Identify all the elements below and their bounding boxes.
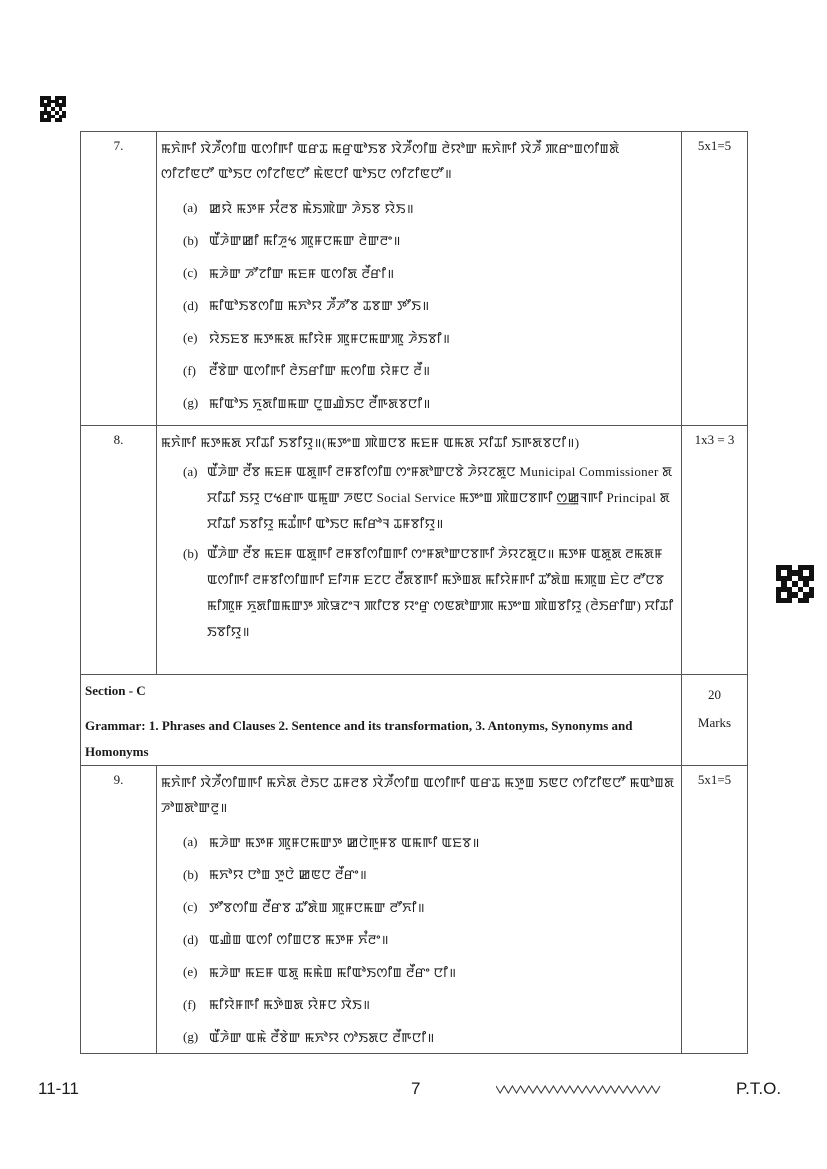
question-9-option: [161, 989, 675, 1022]
question-7-option-text: ꯑꯩꯍꯥꯛꯀꯤ ꯃꯤꯍꯨꯠ ꯄꯨꯝꯅꯃꯛ ꯂꯥꯛꯂꯦ॥: [209, 233, 401, 249]
section-c-title: Section - C: [85, 683, 146, 698]
question-8-item-text: ꯑꯩꯍꯥꯛ ꯂꯩꯕ ꯃꯐꯝ ꯑꯗꯨꯒꯤ ꯂꯝꯕꯤꯁꯤꯡꯒꯤ ꯁꯦꯝꯗꯣꯛꯅꯕꯒꯤ ꯍꯥꯌꯖꯗꯨꯅ॥ ꯃꯇꯝ ꯑꯗꯨꯗ ꯂꯃꯗꯝ ꯑꯁꯤꯒꯤ ꯂꯝꯕꯤꯁꯤꯡꯒꯤ ꯐꯤꯚꯝ ꯐꯖꯅ ꯂꯩꯗꯕꯒꯤ ꯃꯇꯥꯡꯗ ꯃꯤꯌꯥꯝꯒꯤ ꯊꯧꯗꯥꯡ ꯃꯄꯨꯡ ꯐꯥꯅ ꯂꯧꯅꯕ ꯃꯤꯄꯨꯝ ꯈꯨꯗꯤꯡꯃꯛꯇ ꯄꯥꯎꯖꯦꯜ ꯄꯤꯅꯕ ꯌꯦꯔꯨ ꯁꯟꯗꯣꯛꯄ ꯃꯇꯦꯡ ꯄꯥꯡꯕꯤꯌꯨ (ꯂꯥꯏꯔꯤꯛ) ꯆꯤꯊꯤ ꯏꯕꯤꯌꯨ॥: [207, 546, 674, 639]
page-number: 7: [411, 1079, 421, 1098]
question-9-text: ꯃꯈꯥꯒꯤ ꯋꯥꯍꯩꯁꯤꯡꯒꯤ ꯃꯈꯥꯗ ꯂꯥꯏꯅ ꯊꯝꯂꯕ ꯋꯥꯍꯩꯁꯤꯡ ꯑꯁꯤꯒꯤ ꯑꯔꯊ ꯃꯇꯨꯡ ꯏꯟꯅ ꯁꯤꯖꯤꯟꯅꯧ ꯃꯑꯣꯡꯗ ꯍꯣꯡꯗꯣꯛꯂꯨ॥: [161, 775, 675, 815]
section-c-marks: [682, 675, 747, 765]
question-8-number: 8.: [81, 426, 157, 674]
question-9-option: [161, 859, 675, 892]
question-7-text: ꯃꯈꯥꯒꯤ ꯋꯥꯍꯩꯁꯤꯡ ꯑꯁꯤꯒꯤ ꯑꯔꯊ ꯃꯔꯨꯑꯣꯏꯕ ꯋꯥꯍꯩꯁꯤꯡ ꯂꯥꯌꯣꯛ ꯃꯈꯥꯒꯤ ꯋꯥꯍꯩ ꯄꯔꯦꯡꯁꯤꯡꯗꯥ ꯁꯤꯖꯤꯟꯅꯧ ꯑꯣꯏꯅ ꯁꯤꯖꯤꯟꯅꯧ ꯃꯥꯟꯅꯤ ꯑꯣꯏꯅ ꯁꯤꯖꯤꯟꯅꯧ॥: [161, 141, 620, 181]
question-table-top: [80, 131, 748, 1054]
question-8-item-text: ꯑꯩꯍꯥꯛ ꯂꯩꯕ ꯃꯐꯝ ꯑꯗꯨꯒꯤ ꯂꯝꯕꯤꯁꯤꯡ ꯁꯦꯝꯗꯣꯛꯅꯕꯥ ꯍꯥꯌꯖꯗꯨꯅ Municipal Commissioner ꯗ ꯆꯤꯊꯤ ꯏꯌꯨ ꯅꯠꯔꯒ ꯑꯃꯨꯛ ꯍꯟꯅ Social Service ꯃꯇꯦꯡ ꯄꯥꯡꯅꯕꯒꯤ ꯁ꯭ꯀꯨꯜꯒꯤ Principal ꯗ ꯆꯤꯊꯤ ꯏꯕꯤꯌꯨ ꯃꯊꯪꯒꯤ ꯑꯣꯏꯅ ꯃꯤꯔꯣꯜ ꯊꯝꯕꯤꯌꯨ॥: [207, 464, 673, 531]
question-9-option-label: (d): [183, 931, 199, 947]
pto-label: P.T.O.: [736, 1079, 782, 1098]
question-9-option-text: ꯃꯍꯥꯛ ꯃꯇꯝ ꯄꯨꯝꯅꯃꯛꯇ ꯀꯅꯥꯒꯨꯝꯕ ꯑꯃꯒꯤ ꯑꯐꯕ॥: [209, 834, 480, 850]
question-8-item-label: (b): [183, 546, 199, 561]
question-9-option: [161, 956, 675, 989]
question-7-option-label: (b): [183, 232, 199, 248]
question-8-item: [161, 459, 675, 537]
question-9-option: [161, 826, 675, 859]
question-9-option-text: ꯇꯧꯕꯁꯤꯡ ꯂꯩꯔꯕ ꯊꯧꯗꯥꯡ ꯄꯨꯝꯅꯃꯛ ꯂꯧꯈꯤ॥: [209, 899, 426, 915]
question-7-option-text: ꯃꯍꯥꯛ ꯍꯧꯖꯤꯛ ꯃꯐꯝ ꯑꯁꯤꯗ ꯂꯩꯔꯤ॥: [209, 265, 395, 281]
question-9-number: 9.: [81, 766, 157, 1053]
question-7-options: [161, 192, 675, 420]
question-7-option-text: ꯂꯩꯕꯥꯛ ꯑꯁꯤꯒꯤ ꯂꯥꯏꯔꯤꯛ ꯃꯁꯤꯡ ꯌꯥꯝꯅ ꯂꯩ॥: [209, 363, 431, 379]
question-7-option: [161, 225, 675, 258]
question-9-option: [161, 924, 675, 957]
question-7-body: [157, 132, 682, 425]
question-7-row: [81, 132, 747, 425]
question-9-option-label: (f): [183, 996, 196, 1012]
question-7-option-label: (c): [183, 265, 198, 281]
question-9-options: [161, 826, 675, 1054]
section-c-marks-value: 20: [708, 687, 721, 702]
question-9-option-label: (b): [183, 866, 199, 882]
section-c-grammar: Grammar: 1. Phrases and Clauses 2. Sentence and its transformation, 3. Antonyms, Synonyms and Homonyms: [85, 718, 633, 759]
question-8-text: ꯃꯈꯥꯒꯤ ꯃꯇꯃꯗ ꯆꯤꯊꯤ ꯏꯕꯤꯌꯨ॥(ꯃꯇꯦꯡ ꯄꯥꯡꯅꯕ ꯃꯐꯝ ꯑꯃꯗ ꯆꯤꯊꯤ ꯏꯒꯗꯕꯅꯤ॥): [161, 435, 580, 450]
question-7-option-text: ꯀꯌꯥ ꯃꯇꯝ ꯆꯪꯂꯕ ꯃꯥꯏꯄꯥꯛ ꯍꯥꯏꯕ ꯌꯥꯏ॥: [209, 200, 415, 216]
question-9-option-text: ꯃꯈꯣꯌ ꯅꯣꯡ ꯇꯨꯅꯥ ꯀꯟꯅ ꯂꯩꯔꯦ॥: [209, 867, 368, 883]
question-8-items: [161, 459, 675, 645]
question-7-option-label: (g): [183, 395, 199, 411]
footer-code: 11-11: [38, 1079, 79, 1098]
question-7-option-label: (a): [183, 200, 198, 216]
qr-code-side: [776, 565, 814, 603]
question-8-item-label: (a): [183, 464, 198, 479]
question-7-option: [161, 322, 675, 355]
question-9-option-text: ꯑꯉꯥꯡ ꯑꯁꯤ ꯁꯤꯡꯅꯕ ꯃꯇꯝ ꯈꯪꯂꯦ॥: [209, 932, 390, 948]
question-7-option-text: ꯌꯥꯏꯐꯕ ꯃꯇꯃꯗ ꯃꯤꯌꯥꯝ ꯄꯨꯝꯅꯃꯛꯄꯨ ꯍꯥꯏꯕꯤ॥: [209, 330, 451, 346]
question-7-option: [161, 290, 675, 323]
question-8-marks: 1x3 = 3: [694, 432, 735, 447]
question-9-option-label: (e): [183, 964, 198, 980]
question-7-marks: 5x1=5: [697, 138, 732, 153]
question-8-item: [161, 541, 675, 645]
section-c-row: [81, 674, 747, 765]
question-7-option-label: (f): [183, 362, 196, 378]
question-9-option-label: (c): [183, 899, 198, 915]
question-7-option: [161, 387, 675, 420]
question-9-option: [161, 1021, 675, 1054]
question-9-option-text: ꯑꯩꯍꯥꯛ ꯑꯃꯥ ꯂꯩꯕꯥꯛ ꯃꯈꯣꯌ ꯁꯣꯏꯗꯅ ꯂꯩꯒꯅꯤ॥: [209, 1029, 435, 1045]
question-8-body: [157, 426, 682, 674]
question-9-marks: 5x1=5: [697, 772, 732, 787]
question-9-option-label: (a): [183, 834, 198, 850]
question-7-option-label: (d): [183, 297, 199, 313]
question-9-option-text: ꯃꯍꯥꯛ ꯃꯐꯝ ꯑꯗꯨ ꯃꯃꯥꯡ ꯃꯤꯑꯣꯏꯁꯤꯡ ꯂꯩꯔꯦ ꯅꯤ॥: [209, 964, 457, 980]
question-7-option-text: ꯃꯤꯑꯣꯏꯕꯁꯤꯡ ꯃꯈꯣꯌ ꯍꯩꯍꯧꯕ ꯊꯕꯛ ꯇꯧꯏ॥: [209, 298, 430, 314]
question-9-option-text: ꯃꯤꯌꯥꯝꯒꯤ ꯃꯇꯥꯡꯗ ꯌꯥꯝꯅ ꯋꯥꯏ॥: [209, 997, 371, 1013]
qr-code-top: [40, 96, 66, 122]
question-9-option-label: (g): [183, 1029, 199, 1045]
question-7-option: [161, 192, 675, 225]
page-footer: [0, 1079, 827, 1103]
question-7-option: [161, 355, 675, 388]
question-9-body: [157, 766, 682, 1053]
wave-line: [496, 1083, 662, 1095]
section-c-heading: [81, 675, 682, 765]
question-9-row: [81, 765, 747, 1053]
question-7-option: [161, 257, 675, 290]
section-c-marks-label: Marks: [697, 715, 732, 730]
question-7-option-text: ꯃꯤꯑꯣꯏ ꯈꯨꯗꯤꯡꯃꯛ ꯅꯨꯡꯉꯥꯏꯅ ꯂꯩꯒꯗꯕꯅꯤ॥: [209, 395, 431, 411]
question-7-option-label: (e): [183, 330, 198, 346]
question-7-number: 7.: [81, 132, 157, 425]
question-8-row: [81, 425, 747, 674]
question-9-option: [161, 891, 675, 924]
